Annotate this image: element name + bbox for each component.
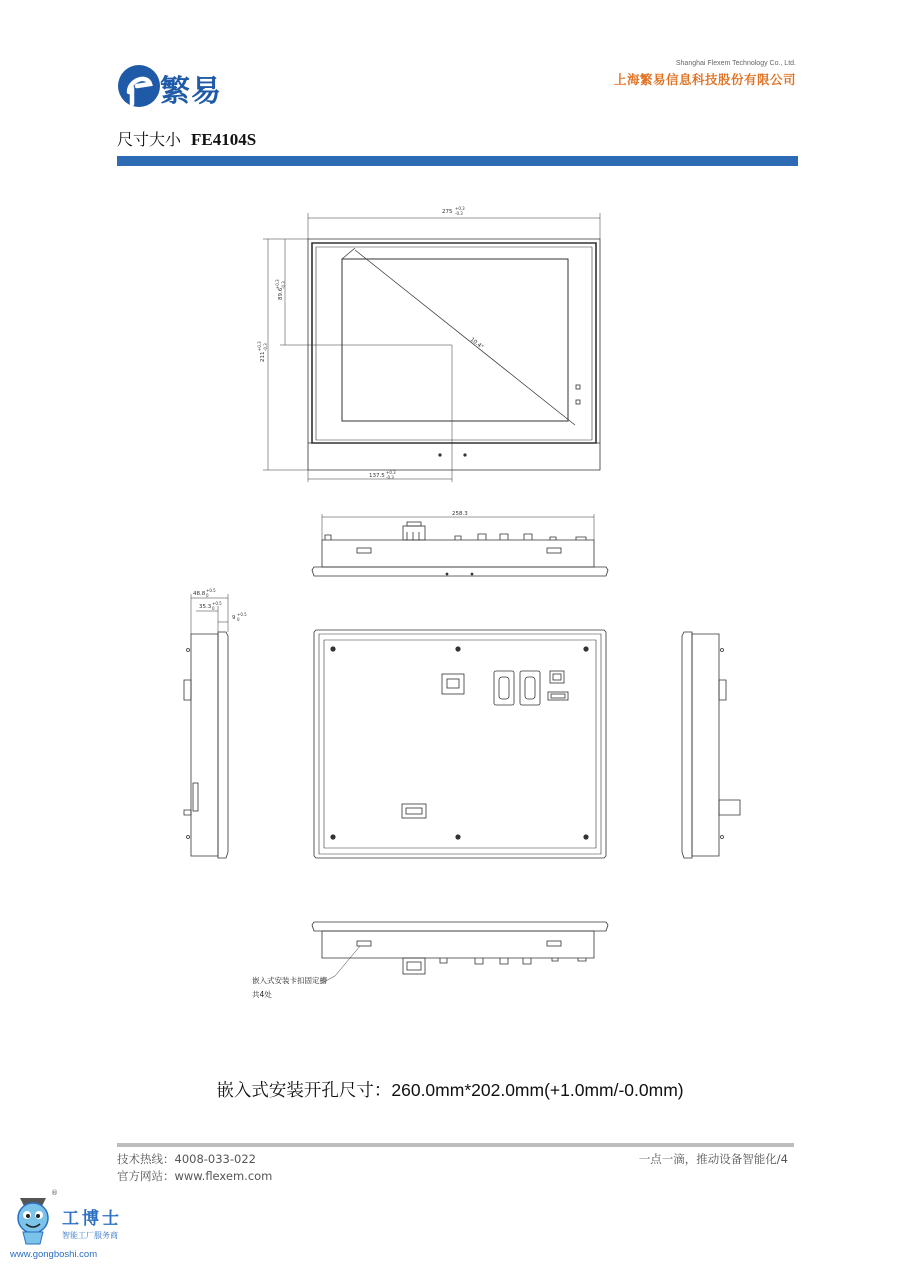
dim-front-width: 275: [442, 209, 453, 215]
dim-center-vertical: 89.6: [278, 287, 284, 300]
top-view: [312, 514, 608, 576]
mount-slot-note-line1: 嵌入式安装卡扣固定槽: [252, 976, 327, 985]
footer-hotline: 技术热线：4008-033-022: [117, 1152, 256, 1166]
dim-depth-total: 48.8: [193, 591, 206, 597]
company-name-en: Shanghai Flexem Technology Co., Ltd.: [675, 60, 796, 67]
dim-front-height-tol-upper: +0.3: [257, 341, 262, 351]
dim-bezel-depth-tol-lower: 0: [237, 617, 240, 622]
footer-slogan: 一点一滴，推动设备智能化/4: [638, 1152, 788, 1166]
watermark-name: 工博士: [62, 1209, 122, 1229]
right-side-view: [682, 632, 740, 858]
dim-depth-total-tol-lower: 0: [206, 593, 209, 598]
front-view: [263, 213, 600, 482]
dim-front-height: 211: [260, 351, 266, 362]
dim-center-horizontal: 137.5: [369, 473, 385, 479]
dim-depth-total-tol-upper: +0.5: [206, 588, 216, 593]
mount-slot-note-line2: 共4处: [252, 990, 272, 999]
cutout-dimensions: 嵌入式安装开孔尺寸：260.0mm*202.0mm(+1.0mm/-0.0mm): [216, 1080, 684, 1100]
left-side-view: [184, 594, 228, 858]
dim-depth-body: 35.3: [199, 604, 212, 610]
bottom-view: [312, 922, 608, 984]
title-label: 尺寸大小: [117, 130, 182, 149]
company-name-cn: 上海繁易信息科技股份有限公司: [613, 72, 796, 87]
dim-center-vertical-tol-lower: -0.3: [281, 281, 286, 289]
dim-front-height-tol-lower: -0.3: [263, 343, 268, 351]
watermark-mascot-icon: [8, 1192, 58, 1248]
dim-center-vertical-tol-upper: +0.3: [275, 279, 280, 289]
dim-center-horizontal-tol-lower: -0.3: [386, 475, 394, 480]
dim-depth-body-tol-lower: 0: [212, 606, 215, 611]
watermark-subtitle: 智能工厂服务商: [62, 1231, 118, 1240]
dim-front-width-tol-lower: -0.3: [455, 211, 463, 216]
dim-center-horizontal-tol-upper: +0.3: [386, 470, 396, 475]
model-number: FE4104S: [191, 130, 257, 149]
dim-bezel-depth: 9: [232, 615, 236, 621]
watermark-registered: ®: [51, 1189, 58, 1197]
dim-diagonal: 10.4": [468, 336, 485, 351]
footer-divider: [117, 1143, 794, 1147]
dim-front-width-tol-upper: +0.3: [455, 206, 465, 211]
footer-website: 官方网站：www.flexem.com: [117, 1169, 273, 1183]
brand-text: 繁易: [160, 74, 222, 109]
dim-top-view-width: 258.3: [452, 511, 468, 517]
back-view: [314, 630, 606, 858]
dim-bezel-depth-tol-upper: +0.5: [237, 612, 247, 617]
watermark-url: www.gongboshi.com: [10, 1249, 98, 1260]
dim-depth-body-tol-upper: +0.5: [212, 601, 222, 606]
